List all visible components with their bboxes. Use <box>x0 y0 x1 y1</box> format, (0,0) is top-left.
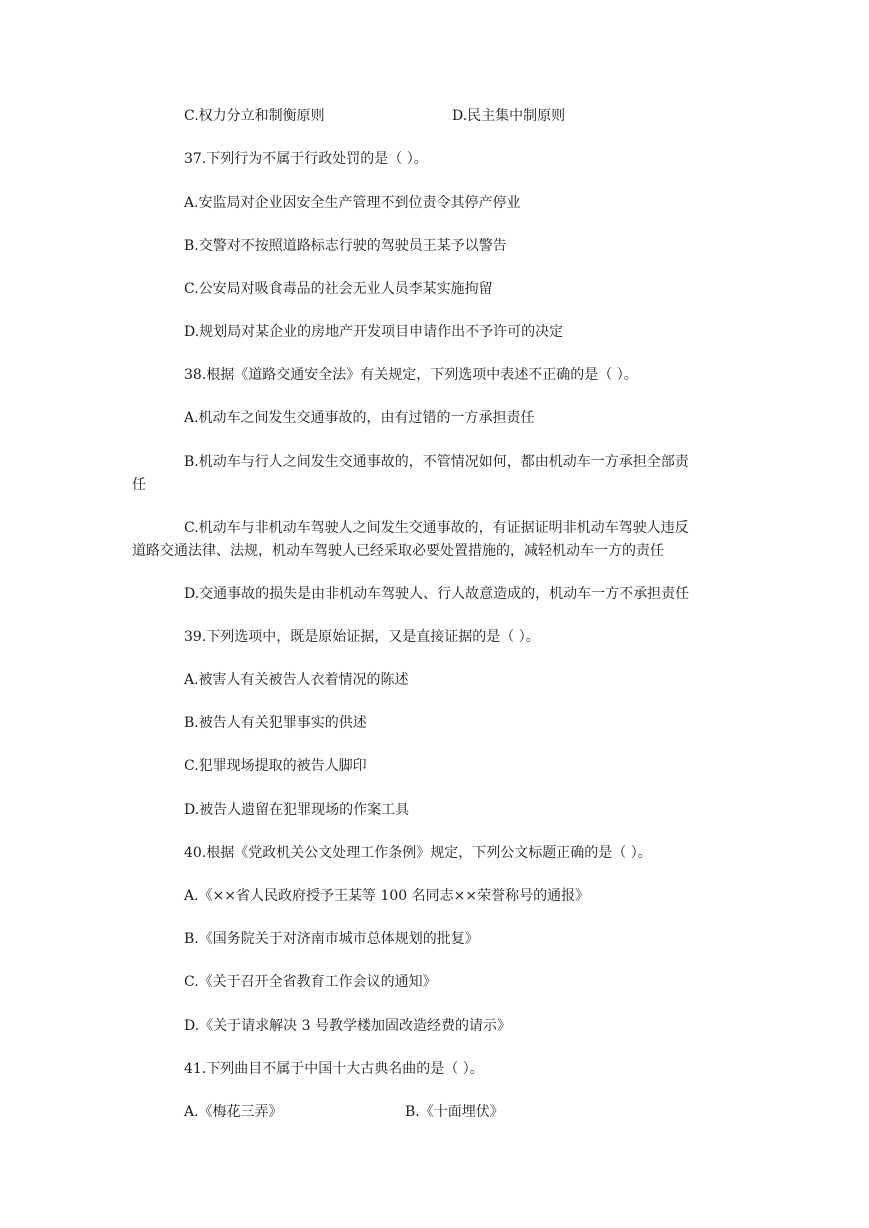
q40-stem: 40.根据《党政机关公文处理工作条例》规定，下列公文标题正确的是（ ）。 <box>184 845 652 861</box>
q38-option-b-line2: 任 <box>132 477 146 493</box>
q36-option-c: C.权力分立和制衡原则 <box>184 108 325 124</box>
q37-option-a: A.安监局对企业因安全生产管理不到位责令其停产停业 <box>184 195 521 211</box>
q38-option-c-line1: C.机动车与非机动车驾驶人之间发生交通事故的，有证据证明非机动车驾驶人违反 <box>184 520 689 536</box>
q41-option-b: B.《十面埋伏》 <box>405 1104 504 1120</box>
q38-option-a: A.机动车之间发生交通事故的，由有过错的一方承担责任 <box>184 410 535 426</box>
q39-option-c: C.犯罪现场提取的被告人脚印 <box>184 758 367 774</box>
q39-stem: 39.下列选项中，既是原始证据，又是直接证据的是（ ）。 <box>184 629 540 645</box>
q40-option-b: B.《国务院关于对济南市城市总体规划的批复》 <box>184 931 479 947</box>
q37-stem: 37.下列行为不属于行政处罚的是（ ）。 <box>184 151 428 167</box>
q41-stem: 41.下列曲目不属于中国十大古典名曲的是（ ）。 <box>184 1061 484 1077</box>
q39-option-b: B.被告人有关犯罪事实的供述 <box>184 715 367 731</box>
q40-option-a: A.《××省人民政府授予王某等 100 名同志××荣誉称号的通报》 <box>184 888 590 904</box>
q39-option-d: D.被告人遗留在犯罪现场的作案工具 <box>184 802 410 818</box>
q40-option-c: C.《关于召开全省教育工作会议的通知》 <box>184 974 437 990</box>
q37-option-c: C.公安局对吸食毒品的社会无业人员李某实施拘留 <box>184 281 493 297</box>
q37-option-b: B.交警对不按照道路标志行驶的驾驶员王某予以警告 <box>184 238 507 254</box>
q36-option-d: D.民主集中制原则 <box>452 108 566 124</box>
q39-option-a: A.被害人有关被告人衣着情况的陈述 <box>184 672 409 688</box>
q38-option-d: D.交通事故的损失是由非机动车驾驶人、行人故意造成的，机动车一方不承担责任 <box>184 586 690 602</box>
q40-option-d: D.《关于请求解决 3 号教学楼加固改造经费的请示》 <box>184 1018 511 1034</box>
q37-option-d: D.规划局对某企业的房地产开发项目申请作出不予许可的决定 <box>184 324 564 340</box>
q38-option-c-line2: 道路交通法律、法规，机动车驾驶人已经采取必要处置措施的，减轻机动车一方的责任 <box>132 543 664 559</box>
q38-stem: 38.根据《道路交通安全法》有关规定，下列选项中表述不正确的是（ ）。 <box>184 367 638 383</box>
q38-option-b-line1: B.机动车与行人之间发生交通事故的，不管情况如何，都由机动车一方承担全部责 <box>184 454 689 470</box>
q41-option-a: A.《梅花三弄》 <box>184 1104 283 1120</box>
